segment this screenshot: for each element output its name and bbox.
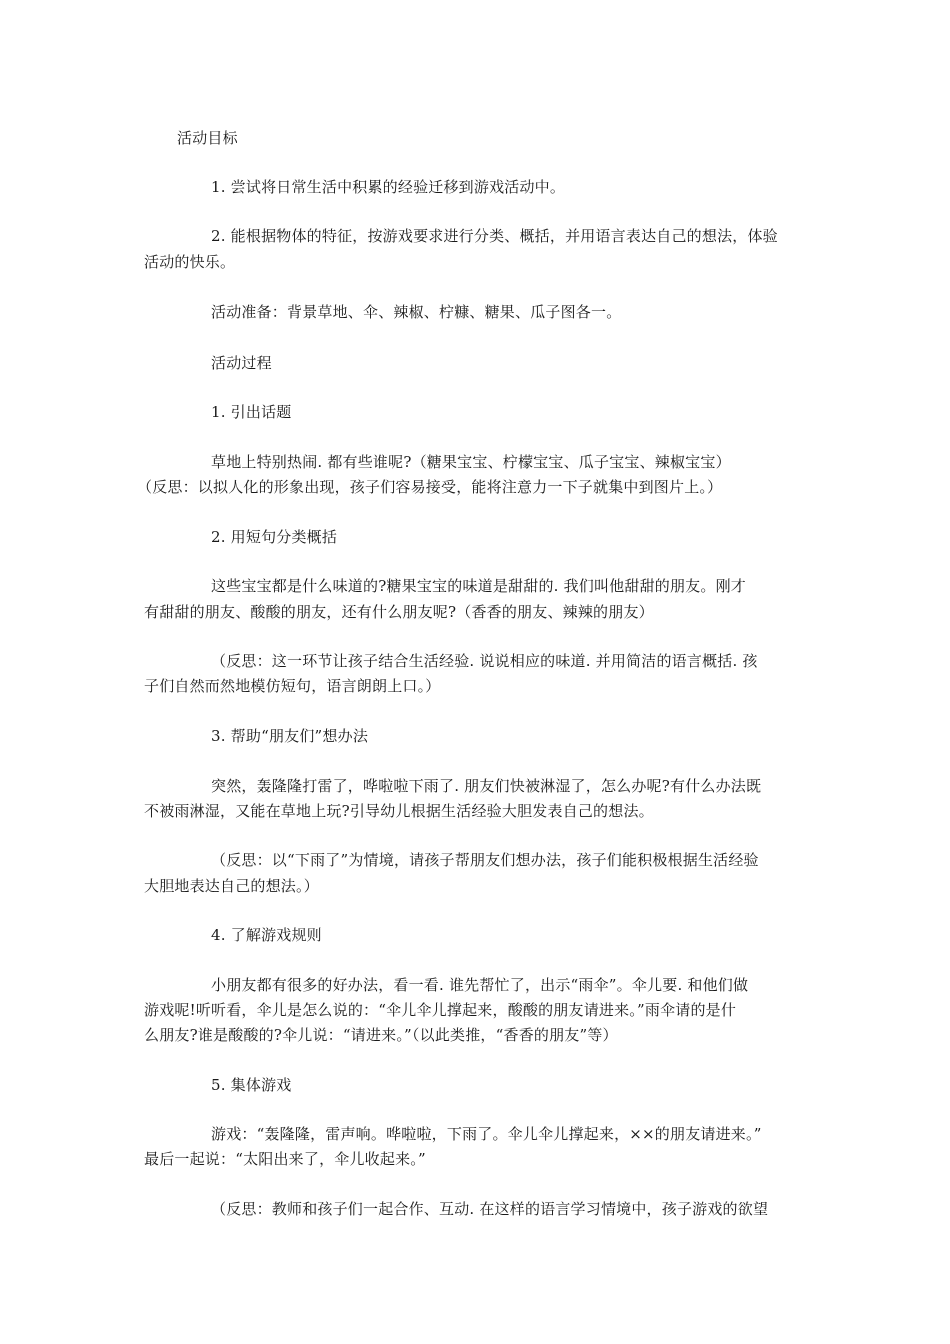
step-1-paragraph-line-2: （反思：以拟人化的形象出现，孩子们容易接受，能将注意力一下子就集中到图片上。） (137, 478, 723, 496)
step-4-paragraph-line-3: 么朋友?谁是酸酸的?伞儿说：“请进来。”（以此类推，“香香的朋友”等） (144, 1026, 618, 1044)
step-2-title: 2. 用短句分类概括 (211, 528, 338, 546)
step-5-paragraph-line-1: 游戏：“轰隆隆，雷声响。哗啦啦，下雨了。伞儿伞儿撑起来，××的朋友请进来。” (211, 1125, 762, 1143)
step-2-reflection-line-2: 子们自然而然地模仿短句，语言朗朗上口。） (144, 677, 441, 695)
step-5-paragraph-line-2: 最后一起说：“太阳出来了，伞儿收起来。” (144, 1150, 426, 1168)
step-3-title: 3. 帮助“朋友们”想办法 (211, 727, 369, 745)
step-4-title: 4. 了解游戏规则 (211, 926, 322, 944)
step-2-paragraph-line-1: 这些宝宝都是什么味道的?糖果宝宝的味道是甜甜的. 我们叫他甜甜的朋友。刚才 (211, 577, 746, 595)
step-1-title: 1. 引出话题 (211, 403, 292, 421)
step-3-reflection-line-1: （反思：以“下雨了”为情境，请孩子帮朋友们想办法，孩子们能积极根据生活经验 (211, 851, 759, 869)
section-heading-process: 活动过程 (211, 354, 272, 372)
goal-2-line-1: 2. 能根据物体的特征，按游戏要求进行分类、概括，并用语言表达自己的想法，体验 (211, 227, 778, 245)
step-1-paragraph-line-1: 草地上特别热闹. 都有些谁呢?（糖果宝宝、柠檬宝宝、瓜子宝宝、辣椒宝宝） (211, 453, 731, 471)
step-3-paragraph-line-1: 突然，轰隆隆打雷了，哗啦啦下雨了. 朋友们快被淋湿了，怎么办呢?有什么办法既 (211, 777, 762, 795)
goal-2-line-2: 活动的快乐。 (144, 253, 236, 271)
step-5-title: 5. 集体游戏 (211, 1076, 292, 1094)
section-heading-goals: 活动目标 (177, 129, 238, 147)
step-5-reflection-line-1: （反思：教师和孩子们一起合作、互动. 在这样的语言学习情境中，孩子游戏的欲望 (211, 1200, 769, 1218)
goal-1: 1. 尝试将日常生活中积累的经验迁移到游戏活动中。 (211, 178, 566, 196)
step-4-paragraph-line-1: 小朋友都有很多的好办法，看一看. 谁先帮忙了，出示“雨伞”。伞儿要. 和他们做 (211, 976, 749, 994)
step-3-paragraph-line-2: 不被雨淋湿，又能在草地上玩?引导幼儿根据生活经验大胆发表自己的想法。 (144, 802, 654, 820)
preparation-paragraph: 活动准备：背景草地、伞、辣椒、柠糠、糖果、瓜子图各一。 (211, 303, 622, 321)
step-2-paragraph-line-2: 有甜甜的朋友、酸酸的朋友，还有什么朋友呢?（香香的朋友、辣辣的朋友） (144, 603, 654, 621)
step-2-reflection-line-1: （反思：这一环节让孩子结合生活经验. 说说相应的味道. 并用简洁的语言概括. 孩 (211, 652, 758, 670)
step-4-paragraph-line-2: 游戏呢!听听看，伞儿是怎么说的：“伞儿伞儿撑起来，酸酸的朋友请进来。”雨伞请的是什 (144, 1001, 737, 1019)
step-3-reflection-line-2: 大胆地表达自己的想法。） (144, 877, 319, 895)
